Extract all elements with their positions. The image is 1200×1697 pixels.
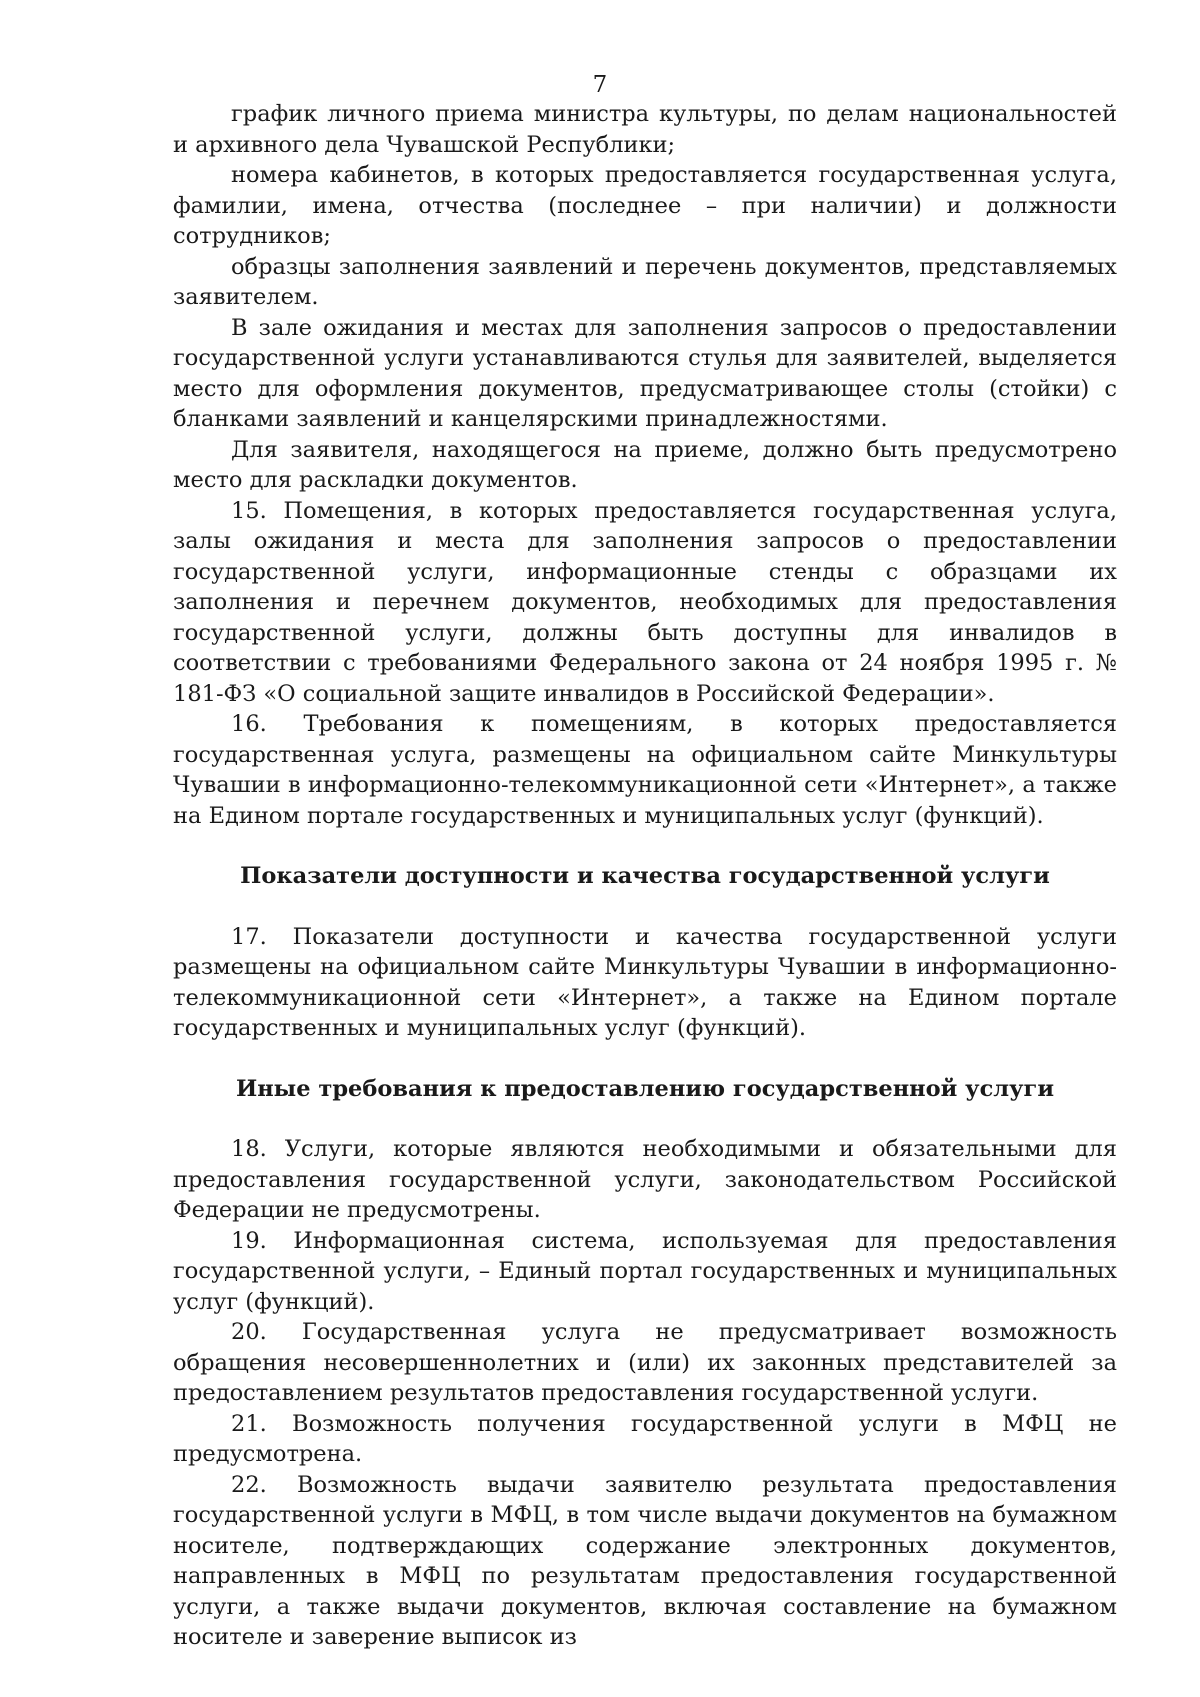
paragraph-document-layout-place: Для заявителя, находящегося на приеме, должно быть предусмотрено место для раскладки документов. xyxy=(173,436,1117,493)
paragraph-item-21: 21. Возможность получения государственной услуги в МФЦ не предусмотрена. xyxy=(173,1410,1117,1467)
paragraph-item-17: 17. Показатели доступности и качества государственной услуги размещены на официальном сайте Минкультуры Чувашии в информационно-телекоммуникационной сети «Интернет», а также на Едином портале государственных и муниципальных услуг (функций). xyxy=(173,923,1117,1041)
paragraph-reception-schedule: график личного приема министра культуры, по делам национальностей и архивного дела Чувашской Республики; xyxy=(173,101,1117,158)
spacer xyxy=(173,892,1117,922)
paragraph-item-19: 19. Информационная система, используемая для предоставления государственной услуги, – Единый портал государственных и муниципальных услуг (функций). xyxy=(173,1227,1117,1315)
paragraph-item-22: 22. Возможность выдачи заявителю результата предоставления государственной услуги в МФЦ, в том числе выдачи документов на бумажном носителе, подтверждающих содержание электронных документов, направленных в МФЦ по результатам предоставления государственной услуги, а также выдачи документов, включая составление на бумажном носителе и заверение выписок из xyxy=(173,1471,1117,1650)
spacer xyxy=(173,831,1117,861)
paragraph-waiting-hall: В зале ожидания и местах для заполнения запросов о предоставлении государственной услуги устанавливаются стулья для заявителей, выделяется место для оформления документов, предусматривающее столы (стойки) с бланками заявлений и канцелярскими принадлежностями. xyxy=(173,314,1117,432)
paragraph-item-16: 16. Требования к помещениям, в которых предоставляется государственная услуга, размещены на официальном сайте Минкультуры Чувашии в информационно-телекоммуникационной сети «Интернет», а также на Едином портале государственных и муниципальных услуг (функций). xyxy=(173,711,1117,829)
page-body xyxy=(173,99,1117,1653)
paragraph-item-18: 18. Услуги, которые являются необходимыми и обязательными для предоставления государственной услуги, законодательством Российской Федерации не предусмотрены. xyxy=(173,1136,1117,1223)
paragraph-office-numbers: номера кабинетов, в которых предоставляется государственная услуга, фамилии, имена, отчества (последнее – при наличии) и должности сотрудников; xyxy=(173,162,1117,249)
page-number: 7 xyxy=(592,72,608,98)
paragraph-item-20: 20. Государственная услуга не предусматривает возможность обращения несовершеннолетних и (или) их законных представителей за предоставлением результатов предоставления государственной услуги. xyxy=(173,1319,1117,1406)
section-heading-accessibility: Показатели доступности и качества государственной услуги xyxy=(240,863,1050,889)
paragraph-item-15: 15. Помещения, в которых предоставляется государственная услуга, залы ожидания и места для заполнения запросов о предоставлении государственной услуги, информационные стенды с образцами их заполнения и перечнем документов, необходимых для предоставления государственной услуги, должны быть доступны для инвалидов в соответствии с требованиями Федерального закона от 24 ноября 1995 г. № 181-ФЗ «О социальной защите инвалидов в Российской Федерации». xyxy=(173,497,1117,707)
spacer xyxy=(173,1044,1117,1074)
section-heading-other-requirements: Иные требования к предоставлению государственной услуги xyxy=(235,1075,1055,1102)
paragraph-application-samples: образцы заполнения заявлений и перечень документов, представляемых заявителем. xyxy=(173,253,1117,310)
spacer xyxy=(173,1104,1117,1134)
